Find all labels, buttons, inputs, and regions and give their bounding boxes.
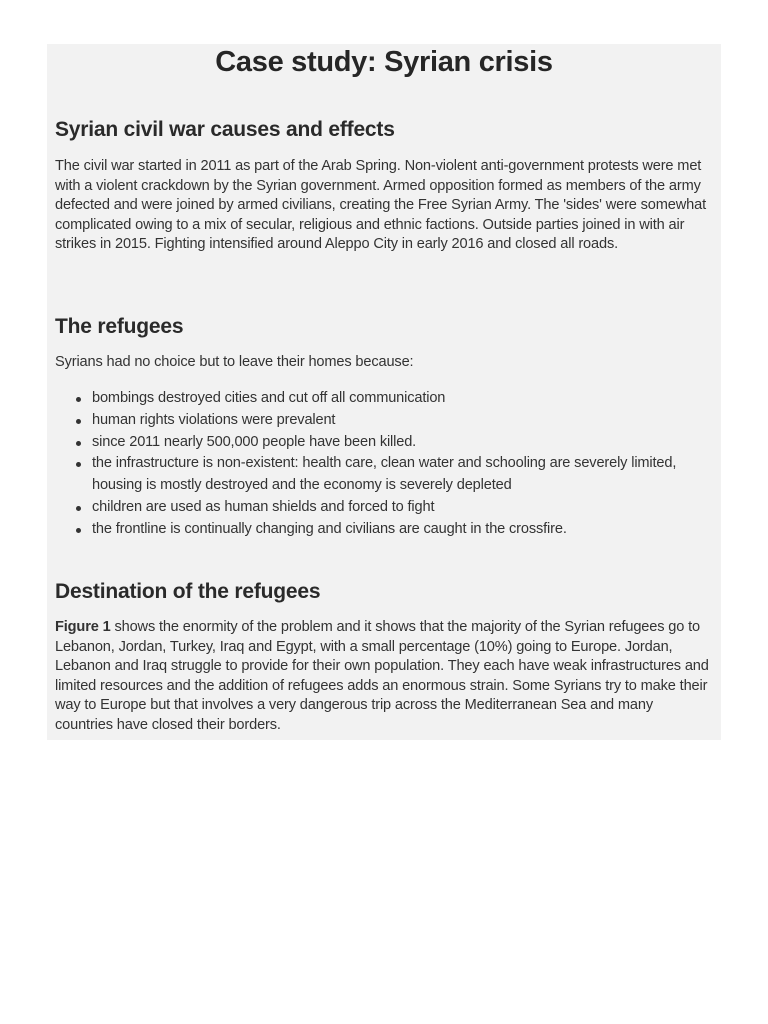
paragraph-refugees-intro: Syrians had no choice but to leave their homes because: — [55, 354, 414, 370]
list-item: since 2011 nearly 500,000 people have been killed. — [92, 432, 705, 454]
page-title: Case study: Syrian crisis — [215, 46, 553, 78]
paragraph-destination — [55, 618, 713, 736]
paragraph-causes-effects: The civil war started in 2011 as part of the Arab Spring. Non-violent anti-government protests were met with a violent crackdown by the Syrian government. Armed opposition formed as members of the army defected and were joined by armed civilians, creating the Free Syrian Army. The 'sides' were somewhat complicated owing to a mix of secular, religious and ethnic factions. Outside parties joined in with air strikes in 2015. Fighting intensified around Aleppo City in early 2016 and closed all roads. — [55, 158, 706, 253]
list-item: bombings destroyed cities and cut off all communication — [92, 388, 705, 410]
section-heading-causes-effects: Syrian civil war causes and effects — [55, 118, 395, 141]
section-heading-destination: Destination of the refugees — [55, 580, 321, 603]
paragraph-destination-text: shows the enormity of the problem and it shows that the majority of the Syrian refugees go to Lebanon, Jordan, Turkey, Iraq and Egypt, with a small percentage (10%) going to Europe. Jordan, Lebanon and Iraq struggle to provide for their own population. They each have weak infrastructures and limited resources and the addition of refugees adds an enormous strain. Some Syrians try to make their way to Europe but that involves a very dangerous trip across the Mediterranean Sea and many countries have closed their borders. — [55, 619, 709, 733]
list-item: human rights violations were prevalent — [92, 410, 705, 432]
list-item: children are used as human shields and forced to fight — [92, 497, 705, 519]
reasons-list — [55, 388, 705, 541]
list-item: the frontline is continually changing and civilians are caught in the crossfire. — [92, 519, 705, 541]
figure-reference: Figure 1 — [55, 619, 111, 635]
document-panel — [47, 44, 721, 740]
section-heading-refugees: The refugees — [55, 315, 184, 338]
list-item: the infrastructure is non-existent: health care, clean water and schooling are severely limited, housing is mostly destroyed and the economy is severely depleted — [92, 453, 705, 497]
